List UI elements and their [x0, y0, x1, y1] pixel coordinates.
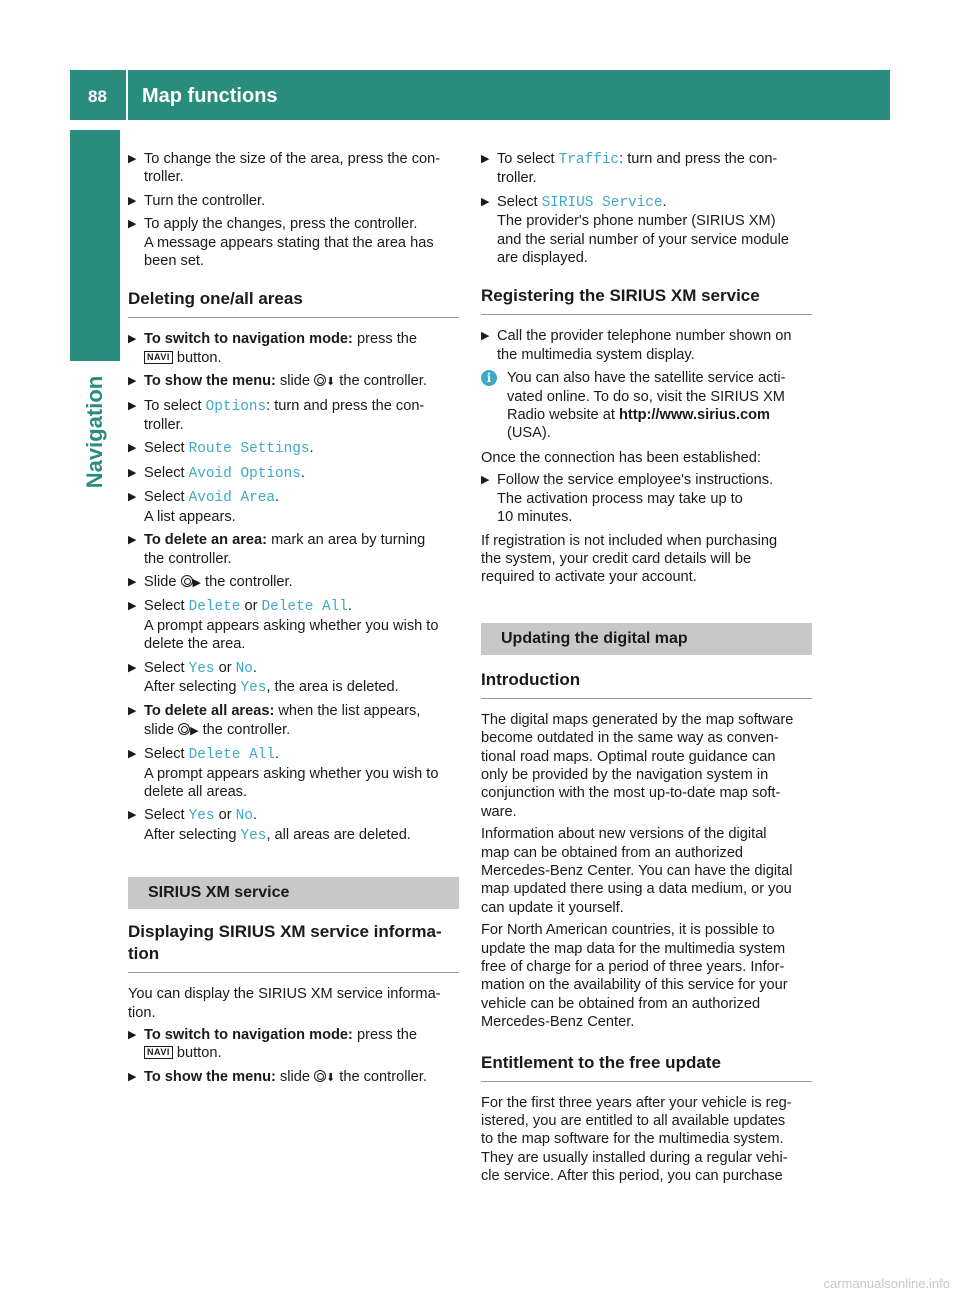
arrow-bullet-icon: ▶	[128, 491, 137, 504]
arrow-bullet-icon: ▶	[128, 333, 137, 346]
step: ▶ To delete an area: mark an area by turning the controller.	[128, 532, 426, 567]
paragraph: The digital maps generated by the map software become outdated in the same way as conven- tional road maps. Optimal route guidance can only be provided by the navigation system in conjunction with the most up-to-date map soft- ware.	[481, 711, 794, 820]
step: ▶ To show the menu: slide ⬇ the controller.	[128, 373, 427, 390]
arrow-bullet-icon: ▶	[128, 194, 137, 207]
arrow-bullet-icon: ▶	[128, 534, 137, 547]
step: ▶ Select SIRIUS Service. The provider's phone number (SIRIUS XM) and the serial number of your service module are displayed.	[481, 193, 790, 267]
arrow-bullet-icon: ▶	[128, 575, 137, 588]
step: ▶ Select Yes or No. After selecting Yes, all areas are deleted.	[128, 807, 411, 844]
navi-key-icon: NAVI	[144, 351, 173, 364]
step: ▶ To delete all areas: when the list appears, slide ▶ the controller.	[128, 703, 421, 738]
step: ▶ Turn the controller.	[128, 192, 266, 209]
section-updating-digital-map: Updating the digital map	[481, 623, 812, 655]
controller-icon	[314, 1070, 326, 1082]
menu-item-no: No	[235, 660, 253, 677]
header-divider	[126, 70, 128, 120]
section-sirius-xm-service: SIRIUS XM service	[128, 877, 459, 909]
info-note: i You can also have the satellite service acti- vated online. To do so, visit the SIRIUS XM Radio website at http://www.sirius.com (USA).	[481, 369, 812, 443]
arrow-bullet-icon: ▶	[128, 1029, 137, 1041]
step: ▶ Slide ▶ the controller.	[128, 573, 293, 590]
paragraph: Once the connection has been established:	[481, 449, 761, 466]
paragraph: You can display the SIRIUS XM service informa- tion.	[128, 986, 441, 1021]
arrow-bullet-icon: ▶	[481, 153, 490, 165]
step: ▶ Follow the service employee's instructions. The activation process may take up to 10 minutes.	[481, 472, 774, 526]
arrow-bullet-icon: ▶	[128, 1070, 137, 1083]
menu-item-route-settings: Route Settings	[188, 441, 310, 458]
step: ▶ To select Traffic: turn and press the con- troller.	[481, 151, 778, 187]
side-tab-text: Navigation	[82, 375, 107, 489]
page-header	[70, 70, 890, 120]
step: ▶ To show the menu: slide ⬇ the controller.	[128, 1068, 427, 1085]
page-title: Map functions	[142, 85, 278, 107]
menu-item-yes: Yes	[188, 808, 215, 825]
heading-entitlement: Entitlement to the free update	[481, 1052, 812, 1082]
menu-item-avoid-options: Avoid Options	[188, 465, 301, 482]
page-number-box	[70, 70, 126, 120]
step: ▶ Call the provider telephone number shown on the multimedia system display.	[481, 328, 792, 363]
step: ▶ Select Avoid Options.	[128, 464, 305, 482]
right-column	[481, 150, 812, 1190]
step: ▶ Select Yes or No. After selecting Yes, the area is deleted.	[128, 659, 399, 696]
step: ▶ To change the size of the area, press the con- troller.	[128, 151, 441, 186]
step: ▶ Select Delete or Delete All. A prompt appears asking whether you wish to delete the area.	[128, 598, 439, 653]
arrow-bullet-icon: ▶	[128, 153, 137, 165]
arrow-bullet-icon: ▶	[128, 748, 137, 761]
step: ▶ Select Avoid Area. A list appears.	[128, 489, 280, 525]
paragraph: For the first three years after your vehicle is reg- istered, you are entitled to all available updates to the map software for the multimedia system. They are usually installed during a regular vehi- cle service. After this period, you can purchase	[481, 1094, 792, 1185]
arrow-bullet-icon: ▶	[481, 330, 490, 343]
menu-item-traffic: Traffic	[558, 152, 620, 168]
step: ▶ To switch to navigation mode: press the NAVI button.	[128, 331, 418, 366]
step: ▶ Select Delete All. A prompt appears asking whether you wish to delete all areas.	[128, 746, 439, 800]
paragraph: For North American countries, it is possible to update the map data for the multimedia system free of charge for a period of three years. Infor- mation on the availability of this service for your vehicle can be obtained from an authorized Mercedes-Benz Center.	[481, 922, 788, 1031]
side-tab-block	[70, 130, 120, 361]
arrow-bullet-icon: ▶	[128, 375, 137, 388]
menu-item-sirius-service: SIRIUS Service	[541, 194, 663, 211]
menu-item-delete-all: Delete All	[188, 747, 275, 764]
step: ▶ Select Route Settings.	[128, 440, 314, 458]
controller-icon	[314, 374, 326, 386]
arrow-right-icon: ▶	[190, 724, 199, 737]
paragraph: Information about new versions of the digital map can be obtained from an authorized Mercedes-Benz Center. You can have the digital map updated there using a data medium, or you can update it yourself.	[481, 826, 793, 916]
paragraph: If registration is not included when purchasing the system, your credit card details will be required to activate your account.	[481, 532, 778, 586]
heading-registering-sirius: Registering the SIRIUS XM service	[481, 285, 812, 315]
left-column	[128, 150, 459, 1092]
arrow-bullet-icon: ▶	[481, 474, 490, 487]
heading-deleting-areas: Deleting one/all areas	[128, 288, 459, 318]
arrow-bullet-icon: ▶	[128, 809, 137, 822]
arrow-bullet-icon: ▶	[128, 442, 137, 455]
controller-icon	[181, 575, 193, 587]
arrow-bullet-icon: ▶	[481, 195, 490, 208]
navi-key-icon: NAVI	[144, 1046, 173, 1059]
sirius-url: http://www.sirius.com	[618, 407, 771, 424]
menu-item-delete-all: Delete All	[261, 599, 348, 616]
arrow-bullet-icon: ▶	[128, 399, 137, 412]
arrow-bullet-icon: ▶	[128, 705, 137, 718]
heading-displaying-sirius-info: Displaying SIRIUS XM service informa- tion	[128, 921, 459, 973]
menu-item-yes: Yes	[240, 679, 267, 696]
menu-item-no: No	[235, 808, 253, 825]
menu-item-options: Options	[205, 398, 267, 415]
info-icon: i	[481, 370, 497, 386]
arrow-down-icon: ⬇	[326, 376, 336, 389]
step: ▶ To select Options: turn and press the con- troller.	[128, 397, 425, 434]
controller-icon	[178, 723, 190, 735]
step: ▶ To apply the changes, press the controller. A message appears stating that the area has been set.	[128, 216, 434, 270]
arrow-bullet-icon: ▶	[128, 600, 137, 613]
arrow-bullet-icon: ▶	[128, 466, 137, 479]
heading-introduction: Introduction	[481, 669, 812, 699]
arrow-bullet-icon: ▶	[128, 661, 137, 674]
menu-item-avoid-area: Avoid Area	[188, 490, 275, 507]
side-tab-label	[70, 362, 120, 502]
footer-watermark: carmanualsonline.info	[823, 1276, 950, 1291]
menu-item-yes: Yes	[188, 660, 215, 677]
menu-item-yes: Yes	[240, 827, 267, 844]
page-number: 88	[88, 87, 107, 106]
arrow-down-icon: ⬇	[326, 1071, 336, 1084]
arrow-bullet-icon: ▶	[128, 218, 137, 231]
menu-item-delete: Delete	[188, 599, 241, 616]
step: ▶ To switch to navigation mode: press the NAVI button.	[128, 1027, 418, 1062]
arrow-right-icon: ▶	[192, 576, 201, 589]
